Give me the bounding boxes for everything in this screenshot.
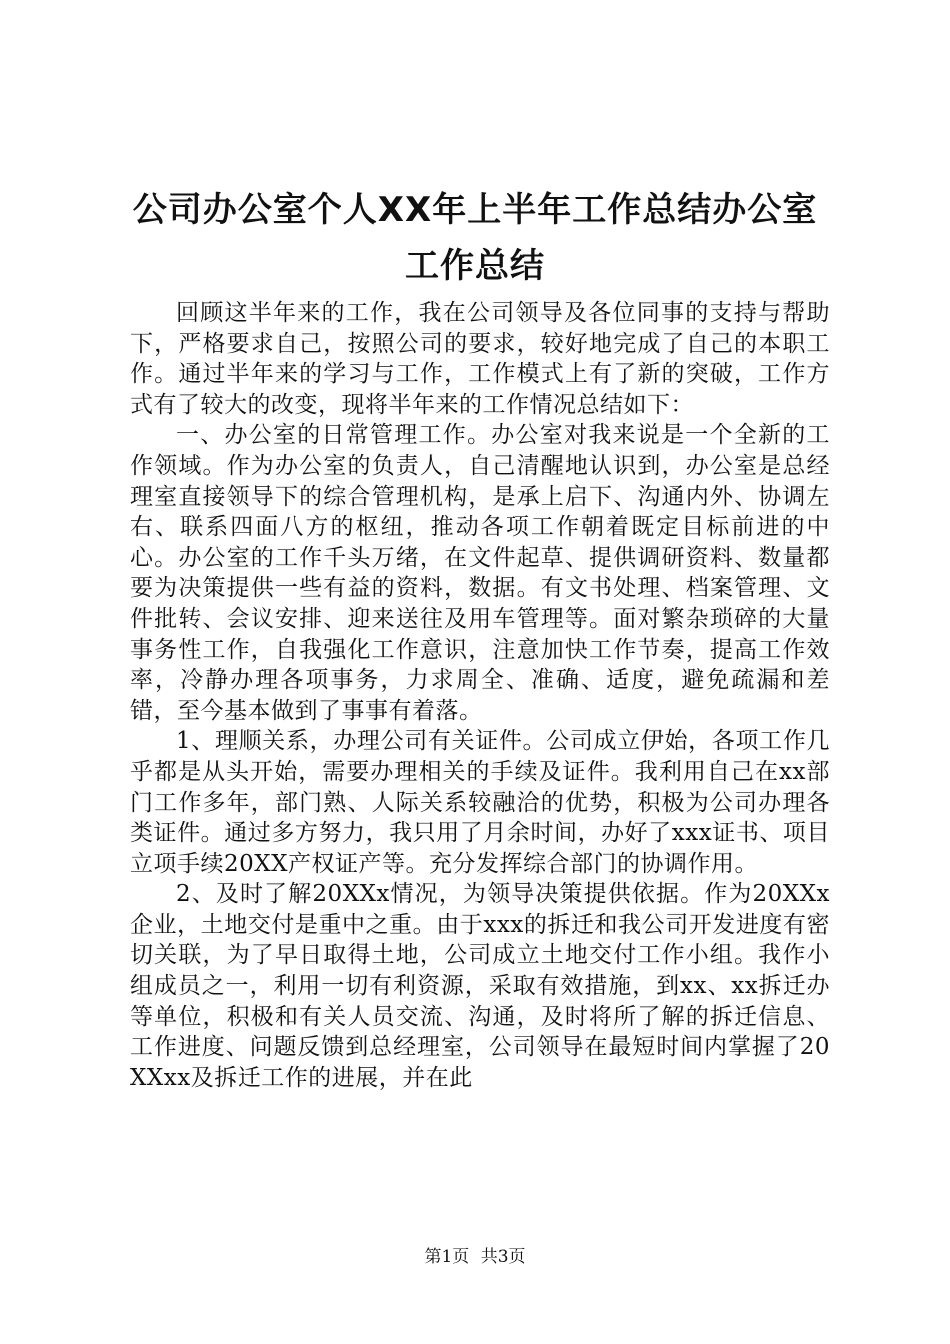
page-number: 第1页 bbox=[424, 1247, 470, 1267]
paragraph-item-1: 1、理顺关系，办理公司有关证件。公司成立伊始，各项工作几乎都是从头开始，需要办理相关的手续及证件。我利用自己在xx部门工作多年，部门熟、人际关系较融洽的优势，积极为公司办理各类证件。通过多方努力，我只用了月余时间，办好了xxx证书、项目立项手续20XX产权证产等。充分发挥综合部门的协调作用。 bbox=[130, 728, 830, 877]
document-title-line-1: 公司办公室个人XX年上半年工作总结办公室 bbox=[132, 190, 818, 230]
document-body bbox=[130, 298, 830, 1093]
document-title-line-2: 工作总结 bbox=[405, 246, 545, 286]
paragraph-item-2: 2、及时了解20XXx情况，为领导决策提供依据。作为20XXx企业，土地交付是重中之重。由于xxx的拆迁和我公司开发进度有密切关联，为了早日取得土地，公司成立土地交付工作小组。我作小组成员之一，利用一切有利资源，采取有效措施，到xx、xx拆迁办等单位，积极和有关人员交流、沟通，及时将所了解的拆迁信息、工作进度、问题反馈到总经理室，公司领导在最短时间内掌握了20XXxx及拆迁工作的进展，并在此 bbox=[130, 881, 830, 1091]
page-total: 共3页 bbox=[480, 1247, 526, 1267]
paragraph-section-1: 一、办公室的日常管理工作。办公室对我来说是一个全新的工作领域。作为办公室的负责人，自己清醒地认识到，办公室是总经理室直接领导下的综合管理机构，是承上启下、沟通内外、协调左右、联系四面八方的枢纽，推动各项工作朝着既定目标前进的中心。办公室的工作千头万绪，在文件起草、提供调研资料、数量都要为决策提供一些有益的资料，数据。有文书处理、档案管理、文件批转、会议安排、迎来送往及用车管理等。面对繁杂琐碎的大量事务性工作，自我强化工作意识，注意加快工作节奏，提高工作效率，冷静办理各项事务，力求周全、准确、适度，避免疏漏和差错，至今基本做到了事事有着落。 bbox=[130, 422, 830, 724]
paragraph-intro: 回顾这半年来的工作，我在公司领导及各位同事的支持与帮助下，严格要求自己，按照公司的要求，较好地完成了自己的本职工作。通过半年来的学习与工作，工作模式上有了新的突破，工作方式有了较大的改变，现将半年来的工作情况总结如下： bbox=[130, 300, 830, 418]
page-footer bbox=[0, 1242, 950, 1267]
